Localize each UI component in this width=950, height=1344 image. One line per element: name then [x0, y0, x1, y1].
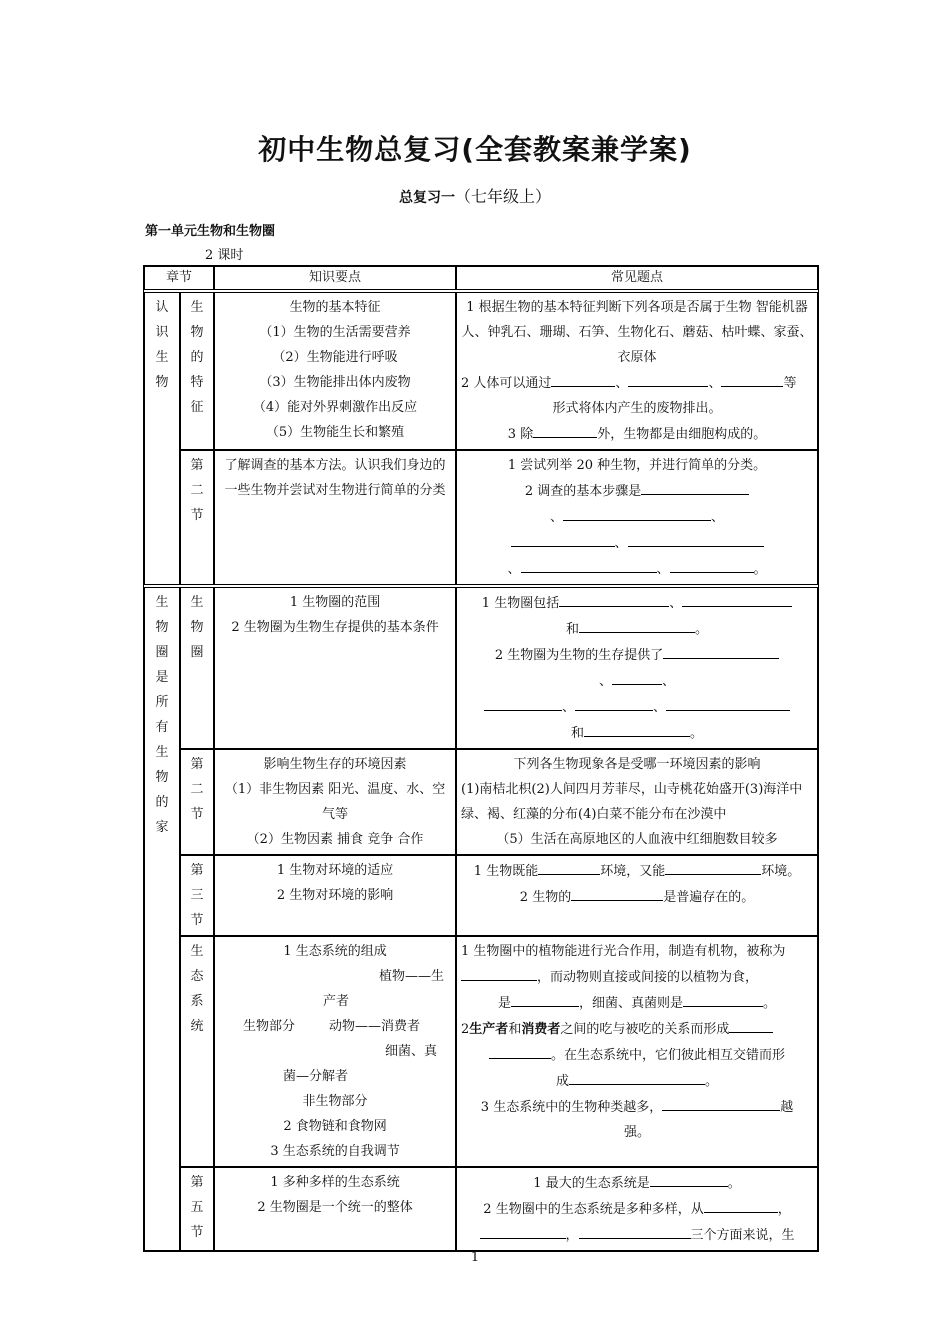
- vertical-char: 物: [155, 770, 169, 785]
- knowledge-line: （4）能对外界刺激作出反应: [252, 400, 418, 415]
- table-row: [144, 450, 818, 585]
- question-text: 生产者: [469, 1022, 509, 1037]
- vertical-char: 五: [190, 1200, 204, 1215]
- answer-blank[interactable]: [563, 504, 711, 521]
- vertical-char: 的: [190, 350, 204, 365]
- table-row: [144, 749, 818, 855]
- vertical-char: 识: [155, 325, 169, 340]
- question-text: 强。: [624, 1125, 651, 1140]
- header-knowledge: 知识要点: [214, 266, 456, 290]
- vertical-char: 统: [190, 1019, 204, 1034]
- knowledge-line: 动物——消费者: [329, 1019, 421, 1034]
- answer-blank[interactable]: [579, 616, 695, 633]
- knowledge-cell: [214, 749, 456, 855]
- review-table: [143, 265, 819, 1252]
- question-text: 和: [508, 1022, 522, 1037]
- knowledge-line: 1 生态系统的组成: [283, 944, 387, 959]
- answer-blank[interactable]: [521, 556, 657, 573]
- answer-blank[interactable]: [650, 1170, 728, 1187]
- answer-blank[interactable]: [489, 1042, 551, 1059]
- knowledge-line: 产者: [323, 994, 350, 1009]
- header-questions: 常见题点: [456, 266, 818, 290]
- question-text: 是普遍存在的。: [663, 890, 755, 905]
- vertical-char: 圈: [190, 645, 204, 660]
- vertical-char: 二: [190, 483, 204, 498]
- knowledge-line: （1）生物的生活需要营养: [259, 325, 411, 340]
- question-text: 环境，又能: [600, 864, 666, 879]
- knowledge-line: 生物的基本特征: [289, 300, 381, 315]
- section-name: [180, 936, 214, 1167]
- vertical-char: 第: [190, 458, 204, 473]
- question-text: (1)南桔北枳(2)人间四月芳菲尽，山寺桃花始盛开(3)海洋中绿、褐、红藻的分布(4)白菜不能分布在沙漠中: [461, 782, 803, 822]
- section-name: [180, 855, 214, 936]
- subtitle: [0, 184, 950, 207]
- knowledge-line: 菌—分解者: [283, 1069, 349, 1084]
- answer-blank[interactable]: [461, 964, 537, 981]
- section-name: [180, 587, 214, 749]
- answer-blank[interactable]: [662, 1094, 780, 1111]
- question-text: 等: [783, 376, 797, 391]
- knowledge-line: 细菌、真: [385, 1044, 438, 1059]
- question-text: 2: [461, 1022, 470, 1037]
- question-text: 之间的吃与被吃的关系而形成: [560, 1022, 730, 1037]
- vertical-char: 生: [155, 350, 169, 365]
- question-text: 下列各生物现象各是受哪一环境因素的影响: [513, 757, 761, 772]
- vertical-char: 生: [155, 745, 169, 760]
- vertical-char: 节: [190, 1225, 204, 1240]
- vertical-char: 生: [190, 595, 204, 610]
- subtitle-bold: 总复习一: [398, 190, 455, 206]
- table-row: [144, 936, 818, 1167]
- knowledge-line: 非生物部分: [302, 1094, 368, 1109]
- vertical-char: 第: [190, 757, 204, 772]
- knowledge-line: 影响生物生存的环境因素: [263, 757, 407, 772]
- answer-blank[interactable]: [575, 694, 653, 711]
- question-text: ，细菌、真菌则是: [579, 996, 684, 1011]
- knowledge-line: （2）生物因素 捕食 竞争 合作: [246, 832, 424, 847]
- table-row: [144, 855, 818, 936]
- vertical-char: 生: [155, 595, 169, 610]
- questions-cell: 1 生物圈包括 、 和 。 2 生物圈为生物的生存提供了 、 、 、 、 和 。: [456, 587, 818, 749]
- vertical-char: 节: [190, 913, 204, 928]
- answer-blank[interactable]: [480, 1222, 566, 1239]
- question-text: 成: [556, 1074, 570, 1089]
- answer-blank[interactable]: [665, 858, 761, 875]
- question-text: 1 生物圈包括: [481, 596, 560, 611]
- section-name: [180, 749, 214, 855]
- question-text: 和: [566, 622, 580, 637]
- question-text: （5）生活在高原地区的人血液中红细胞数目较多: [496, 832, 778, 847]
- knowledge-line: 2 生物对环境的影响: [276, 888, 394, 903]
- answer-blank[interactable]: [628, 530, 764, 547]
- answer-blank[interactable]: [559, 590, 669, 607]
- knowledge-cell: 了解调查的基本方法。认识我们身边的一些生物并尝试对生物进行简单的分类: [214, 450, 456, 585]
- knowledge-cell: [214, 855, 456, 936]
- question-text: 形式将体内产生的废物排出。: [552, 401, 722, 416]
- vertical-char: 认: [155, 300, 169, 315]
- subtitle-rest: （七年级上）: [454, 187, 551, 206]
- chapter-name: [144, 292, 180, 585]
- question-text: 1 尝试列举 20 种生物，并进行简单的分类。: [507, 458, 767, 473]
- vertical-char: 态: [190, 969, 204, 984]
- vertical-char: 特: [190, 375, 204, 390]
- answer-blank[interactable]: [533, 421, 597, 438]
- questions-cell: [456, 855, 818, 936]
- knowledge-line: 2 食物链和食物网: [283, 1119, 387, 1134]
- answer-blank[interactable]: [721, 370, 783, 387]
- question-text: 2 生物圈为生物的生存提供了: [494, 648, 664, 663]
- knowledge-line: 2 生物圈为生物生存提供的基本条件: [231, 620, 439, 635]
- question-text: 1 最大的生态系统是: [533, 1176, 650, 1191]
- question-text: 消费者: [521, 1022, 561, 1037]
- vertical-char: 物: [155, 620, 169, 635]
- answer-blank[interactable]: [511, 530, 615, 547]
- knowledge-cell: [214, 292, 456, 450]
- question-text: 3 除: [507, 427, 534, 442]
- vertical-char: 是: [155, 670, 169, 685]
- knowledge-line: （2）生物能进行呼吸: [272, 350, 398, 365]
- knowledge-line: 生物部分: [243, 1019, 296, 1034]
- knowledge-line: 1 多种多样的生态系统: [270, 1175, 400, 1190]
- question-text: 和: [571, 726, 585, 741]
- question-text: 1 生物既能: [473, 864, 539, 879]
- answer-blank[interactable]: [641, 478, 749, 495]
- questions-cell: [456, 749, 818, 855]
- knowledge-line: 1 生物对环境的适应: [276, 863, 394, 878]
- answer-blank[interactable]: [729, 1016, 773, 1033]
- class-hours: 2 课时: [205, 248, 244, 263]
- answer-blank[interactable]: [670, 556, 754, 573]
- vertical-char: 征: [190, 400, 204, 415]
- answer-blank[interactable]: [584, 720, 690, 737]
- chapter-name: [144, 587, 180, 1251]
- section-name: [180, 450, 214, 585]
- answer-blank[interactable]: [551, 370, 615, 387]
- vertical-char: 系: [190, 994, 204, 1009]
- knowledge-cell: [214, 587, 456, 749]
- answer-blank[interactable]: [628, 370, 708, 387]
- question-text: 2 人体可以通过: [461, 376, 552, 391]
- vertical-char: 物: [190, 620, 204, 635]
- question-text: 。在生态系统中，它们彼此相互交错而形: [551, 1048, 786, 1063]
- answer-blank[interactable]: [538, 858, 600, 875]
- questions-cell: 1 根据生物的基本特征判断下列各项是否属于生物 智能机器人、钟乳石、珊瑚、石笋、生物化石、蘑菇、枯叶蝶、家蚕、衣原体 2 人体可以通过 、 、 等 形式将体内产生的废物排出。 3 除 外，生物都是由细胞构成的。: [456, 292, 818, 450]
- question-text: 外，生物都是由细胞构成的。: [597, 427, 767, 442]
- knowledge-line: 1 生物圈的范围: [289, 595, 381, 610]
- vertical-char: 生: [190, 300, 204, 315]
- question-text: 环境。: [761, 864, 801, 879]
- questions-cell: 1 尝试列举 20 种生物，并进行简单的分类。 2 调查的基本步骤是 、 、 、 、 、 。: [456, 450, 818, 585]
- answer-blank[interactable]: [612, 668, 662, 685]
- knowledge-line: （5）生物能生长和繁殖: [265, 425, 405, 440]
- question-text: 1 根据生物的基本特征判断下列各项是否属于生物 智能机器人、钟乳石、珊瑚、石笋、生物化石、蘑菇、枯叶蝶、家蚕、衣原体: [461, 300, 813, 365]
- vertical-char: 节: [190, 508, 204, 523]
- vertical-char: 生: [190, 944, 204, 959]
- question-text: ，而动物则直接或间接的以植物为食，: [537, 970, 759, 985]
- table-row: [144, 1167, 818, 1251]
- answer-blank[interactable]: [666, 694, 790, 711]
- knowledge-line: （3）生物能排出体内废物: [259, 375, 411, 390]
- question-text: 3 生态系统中的生物种类越多，: [480, 1100, 663, 1115]
- answer-blank[interactable]: [682, 590, 792, 607]
- vertical-char: 物: [190, 325, 204, 340]
- vertical-char: 节: [190, 807, 204, 822]
- vertical-char: 三: [190, 888, 204, 903]
- knowledge-line: 3 生态系统的自我调节: [270, 1144, 400, 1159]
- document-title: 初中生物总复习(全套教案兼学案): [258, 133, 692, 166]
- answer-blank[interactable]: [484, 694, 562, 711]
- page-number: 1: [470, 1250, 480, 1265]
- vertical-char: 二: [190, 782, 204, 797]
- questions-cell: 1 生物圈中的植物能进行光合作用，制造有机物，被称为，而动物则直接或间接的以植物为食， 是 ，细菌、真菌则是 。 2生产者和消费者之间的吃与被吃的关系而形成 。在生态系统中，它们彼此相互交错而形 成 。 3 生态系统中的生物种类越多， 越 强。: [456, 936, 818, 1167]
- question-text: 2 调查的基本步骤是: [524, 484, 642, 499]
- vertical-char: 有: [155, 720, 169, 735]
- question-text: 是: [497, 996, 511, 1011]
- vertical-char: 第: [190, 863, 204, 878]
- question-text: 2 生物圈中的生态系统是多种多样，从: [483, 1202, 704, 1217]
- knowledge-line: （1）非生物因素 阳光、温度、水、空气等: [224, 782, 446, 822]
- question-text: 1 生物圈中的植物能进行光合作用，制造有机物，被称为: [461, 944, 786, 959]
- knowledge-line: 2 生物圈是一个统一的整体: [257, 1200, 413, 1215]
- vertical-char: 家: [155, 820, 169, 835]
- header-chapter: 章节: [144, 266, 214, 290]
- answer-blank[interactable]: [663, 642, 779, 659]
- unit-title: 第一单元生物和生物圈: [145, 224, 276, 239]
- knowledge-cell: [214, 1167, 456, 1251]
- vertical-char: 物: [155, 375, 169, 390]
- question-text: 2 生物的: [519, 890, 572, 905]
- answer-blank[interactable]: [569, 1068, 705, 1085]
- section-name: [180, 1167, 214, 1251]
- section-name: [180, 292, 214, 450]
- vertical-char: 第: [190, 1175, 204, 1190]
- answer-blank[interactable]: [571, 884, 663, 901]
- table-row: [144, 292, 818, 450]
- vertical-char: 的: [155, 795, 169, 810]
- question-text: 越: [780, 1100, 794, 1115]
- knowledge-line: 植物——生: [379, 969, 445, 984]
- table-header-row: [144, 266, 818, 290]
- answer-blank[interactable]: [704, 1196, 778, 1213]
- answer-blank[interactable]: [579, 1222, 691, 1239]
- vertical-char: 所: [155, 695, 169, 710]
- question-text: 三个方面来说，生: [690, 1228, 795, 1243]
- table-row: [144, 587, 818, 749]
- answer-blank[interactable]: [683, 990, 763, 1007]
- questions-cell: 1 最大的生态系统是 。 2 生物圈中的生态系统是多种多样，从 ， ， 三个方面来说，生: [456, 1167, 818, 1251]
- knowledge-cell: [214, 936, 456, 1167]
- vertical-char: 圈: [155, 645, 169, 660]
- answer-blank[interactable]: [511, 990, 579, 1007]
